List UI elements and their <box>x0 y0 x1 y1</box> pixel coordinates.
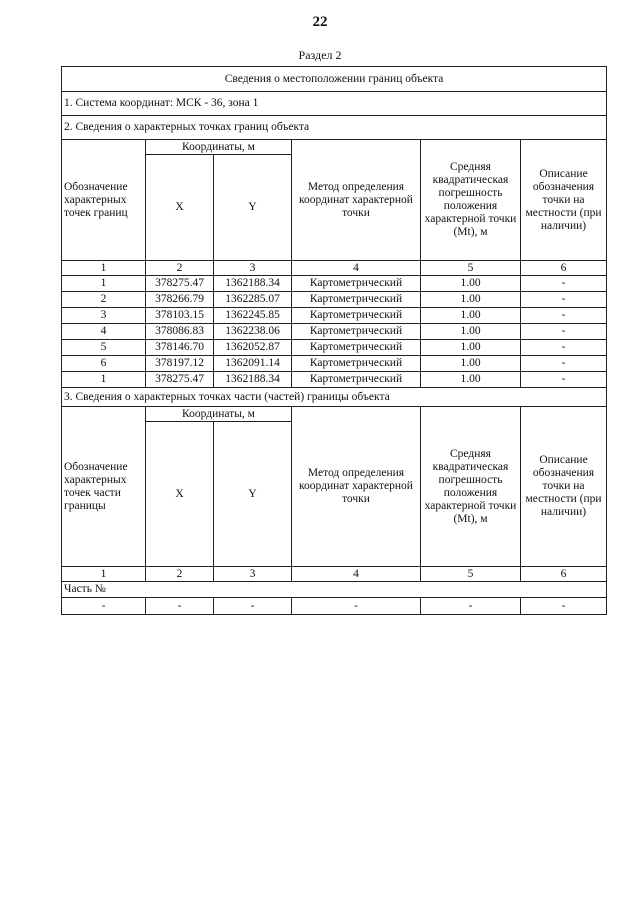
table-cell: 6 <box>62 356 146 372</box>
col-number: 5 <box>421 261 521 276</box>
header-y: Y <box>214 155 292 261</box>
header-error: Средняя квадратическая погрешность положения характерной точки (Mt), м <box>421 140 521 261</box>
section-label: Раздел 2 <box>298 48 342 62</box>
table-cell: 378197.12 <box>146 356 214 372</box>
col-number: 6 <box>521 261 607 276</box>
col-number: 1 <box>62 567 146 582</box>
table-cell: - <box>521 372 607 388</box>
table-row <box>62 356 607 372</box>
table-cell: 378086.83 <box>146 324 214 340</box>
table-cell: - <box>521 324 607 340</box>
table-cell: - <box>62 598 146 615</box>
page-number: 22 <box>312 14 328 30</box>
col-number: 1 <box>62 261 146 276</box>
header-method: Метод определения координат характерной точки <box>292 140 421 261</box>
header-coords: Координаты, м <box>146 407 292 422</box>
table-cell: 1362188.34 <box>214 276 292 292</box>
col-number: 4 <box>292 567 421 582</box>
col-number: 2 <box>146 261 214 276</box>
table-cell: - <box>521 308 607 324</box>
table-cell: 2 <box>62 292 146 308</box>
table-cell: 1.00 <box>421 356 521 372</box>
col-number: 4 <box>292 261 421 276</box>
header-designation: Обозначение характерных точек границ <box>62 140 146 261</box>
table-cell: - <box>521 356 607 372</box>
section2-title: 2. Сведения о характерных точках границ объекта <box>62 116 607 140</box>
boundary-table <box>61 66 607 615</box>
table-cell: - <box>146 598 214 615</box>
table-cell: 1362245.85 <box>214 308 292 324</box>
section3-title: 3. Сведения о характерных точках части (частей) границы объекта <box>62 388 607 407</box>
header-x: X <box>146 422 214 567</box>
table-row <box>62 324 607 340</box>
table-cell: - <box>521 276 607 292</box>
table-cell: 1362091.14 <box>214 356 292 372</box>
header-description: Описание обозначения точки на местности (при наличии) <box>521 407 607 567</box>
table-cell: 1362052.87 <box>214 340 292 356</box>
table-cell: Картометрический <box>292 308 421 324</box>
table-cell: - <box>521 340 607 356</box>
table-cell: - <box>214 598 292 615</box>
table-row <box>62 276 607 292</box>
header-x: X <box>146 155 214 261</box>
table-cell: - <box>521 598 607 615</box>
table-cell: 1.00 <box>421 340 521 356</box>
table-cell: Картометрический <box>292 372 421 388</box>
section2-rows <box>62 276 607 388</box>
table-cell: 378275.47 <box>146 276 214 292</box>
part-label: Часть № <box>62 582 607 598</box>
table-row <box>62 292 607 308</box>
table-cell: 1.00 <box>421 292 521 308</box>
table-cell: 1362285.07 <box>214 292 292 308</box>
table-cell: 4 <box>62 324 146 340</box>
table-cell: - <box>521 292 607 308</box>
table-cell: - <box>421 598 521 615</box>
table-cell: Картометрический <box>292 276 421 292</box>
table-cell: 1362238.06 <box>214 324 292 340</box>
table-row <box>62 340 607 356</box>
table-cell: 378266.79 <box>146 292 214 308</box>
table-cell: 1 <box>62 372 146 388</box>
header-designation: Обозначение характерных точек части границы <box>62 407 146 567</box>
col-number: 5 <box>421 567 521 582</box>
table-cell: 1.00 <box>421 276 521 292</box>
table-cell: 1.00 <box>421 324 521 340</box>
table-cell: 1362188.34 <box>214 372 292 388</box>
table-cell: 378146.70 <box>146 340 214 356</box>
table-title: Сведения о местоположении границ объекта <box>62 67 607 92</box>
header-y: Y <box>214 422 292 567</box>
table-cell: 378275.47 <box>146 372 214 388</box>
table-cell: 1 <box>62 276 146 292</box>
col-number: 3 <box>214 567 292 582</box>
col-number: 2 <box>146 567 214 582</box>
col-number: 6 <box>521 567 607 582</box>
header-description: Описание обозначения точки на местности (при наличии) <box>521 140 607 261</box>
col-number: 3 <box>214 261 292 276</box>
table-cell: - <box>292 598 421 615</box>
table-cell: 1.00 <box>421 308 521 324</box>
header-error: Средняя квадратическая погрешность положения характерной точки (Mt), м <box>421 407 521 567</box>
table-row <box>62 372 607 388</box>
table-cell: 378103.15 <box>146 308 214 324</box>
table-cell: Картометрический <box>292 356 421 372</box>
table-cell: 1.00 <box>421 372 521 388</box>
table-cell: Картометрический <box>292 292 421 308</box>
table-cell: Картометрический <box>292 324 421 340</box>
table-cell: Картометрический <box>292 340 421 356</box>
coord-system: 1. Система координат: МСК - 36, зона 1 <box>62 92 607 116</box>
table-cell: 5 <box>62 340 146 356</box>
header-method: Метод определения координат характерной точки <box>292 407 421 567</box>
header-coords: Координаты, м <box>146 140 292 155</box>
table-cell: 3 <box>62 308 146 324</box>
table-row <box>62 308 607 324</box>
